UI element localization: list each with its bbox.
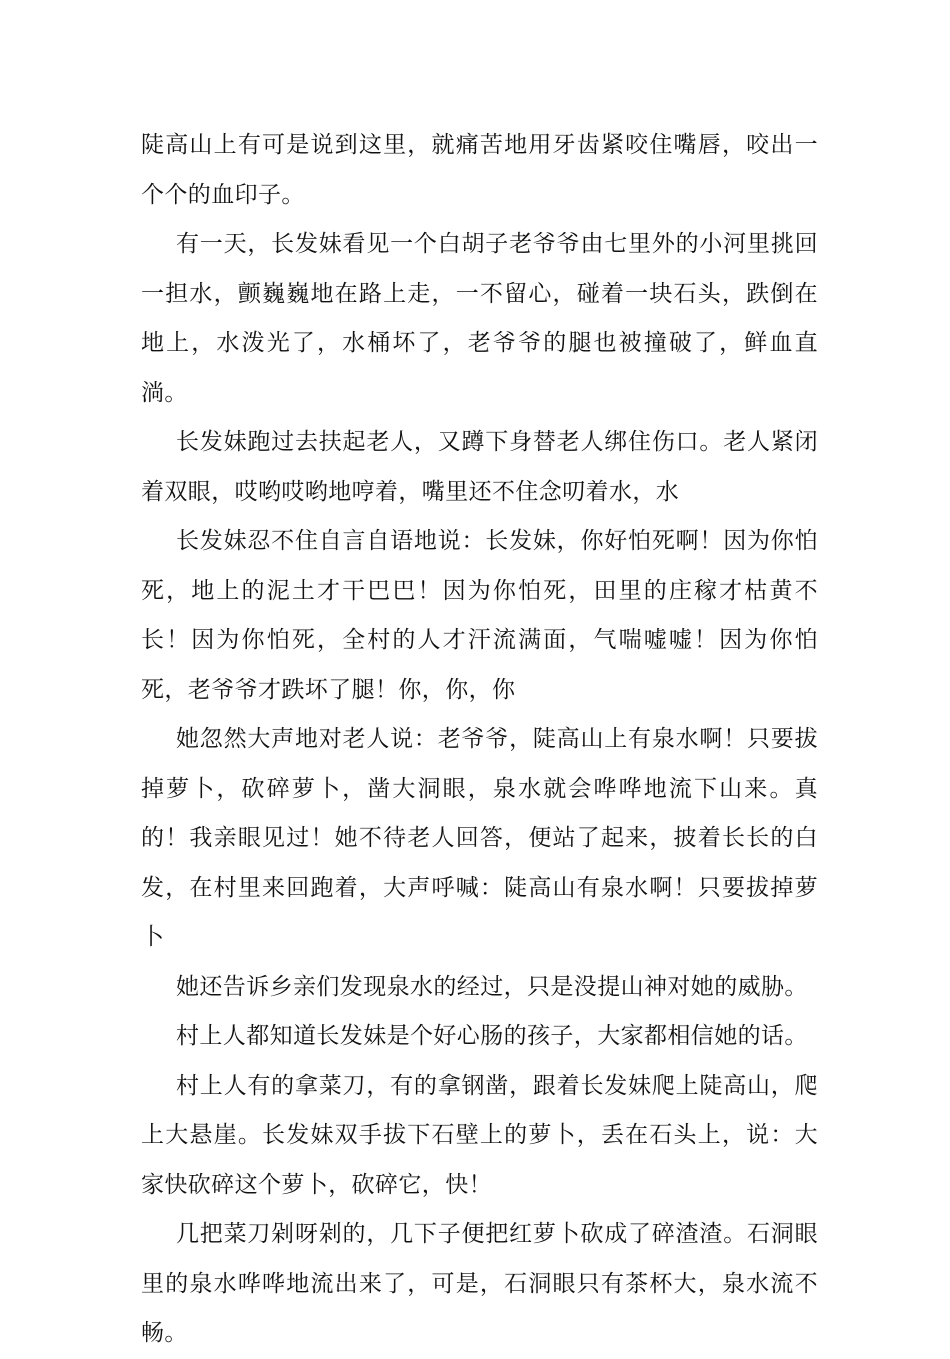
paragraph: 长发妹跑过去扶起老人，又蹲下身替老人绑住伤口。老人紧闭着双眼，哎哟哎哟地哼着，嘴里还不住念叨着水，水: [141, 429, 818, 505]
paragraph: 村上人有的拿菜刀，有的拿钢凿，跟着长发妹爬上陡高山，爬上大悬崖。长发妹双手拔下石壁上的萝卜，丢在石头上，说：大家快砍碎这个萝卜，砍碎它，快！: [141, 1072, 818, 1198]
paragraph: 她还告诉乡亲们发现泉水的经过，只是没提山神对她的威胁。: [176, 973, 808, 1000]
paragraph: 村上人都知道长发妹是个好心肠的孩子，大家都相信她的话。: [176, 1023, 808, 1049]
paragraph: 有一天，长发妹看见一个白胡子老爷爷由七里外的小河里挑回一担水，颤巍巍地在路上走，一不留心，碰着一块石头，跌倒在地上，水泼光了，水桶坏了，老爷爷的腿也被撞破了，鲜血直淌。: [141, 231, 818, 406]
body-text: [141, 121, 818, 1359]
paragraph: 她忽然大声地对老人说：老爷爷，陡高山上有泉水啊！只要拔掉萝卜，砍碎萝卜，凿大洞眼，泉水就会哗哗地流下山来。真的！我亲眼见过！她不待老人回答，便站了起来，披着长长的白发，在村里来回跑着，大声呼喊：陡高山有泉水啊！只要拔掉萝卜: [141, 726, 818, 950]
paragraph: 几把菜刀剁呀剁的，几下子便把红萝卜砍成了碎渣渣。石洞眼里的泉水哗哗地流出来了，可是，石洞眼只有茶杯大，泉水流不畅。: [141, 1221, 818, 1346]
paragraph: 陡高山上有可是说到这里，就痛苦地用牙齿紧咬住嘴唇，咬出一个个的血印子。: [141, 132, 818, 208]
paragraph: 长发妹忍不住自言自语地说：长发妹，你好怕死啊！因为你怕死，地上的泥土才干巴巴！因为你怕死，田里的庄稼才枯黄不长！因为你怕死，全村的人才汗流满面，气喘嘘嘘！因为你怕死，老爷爷才跌坏了腿！你，你，你: [141, 528, 818, 703]
